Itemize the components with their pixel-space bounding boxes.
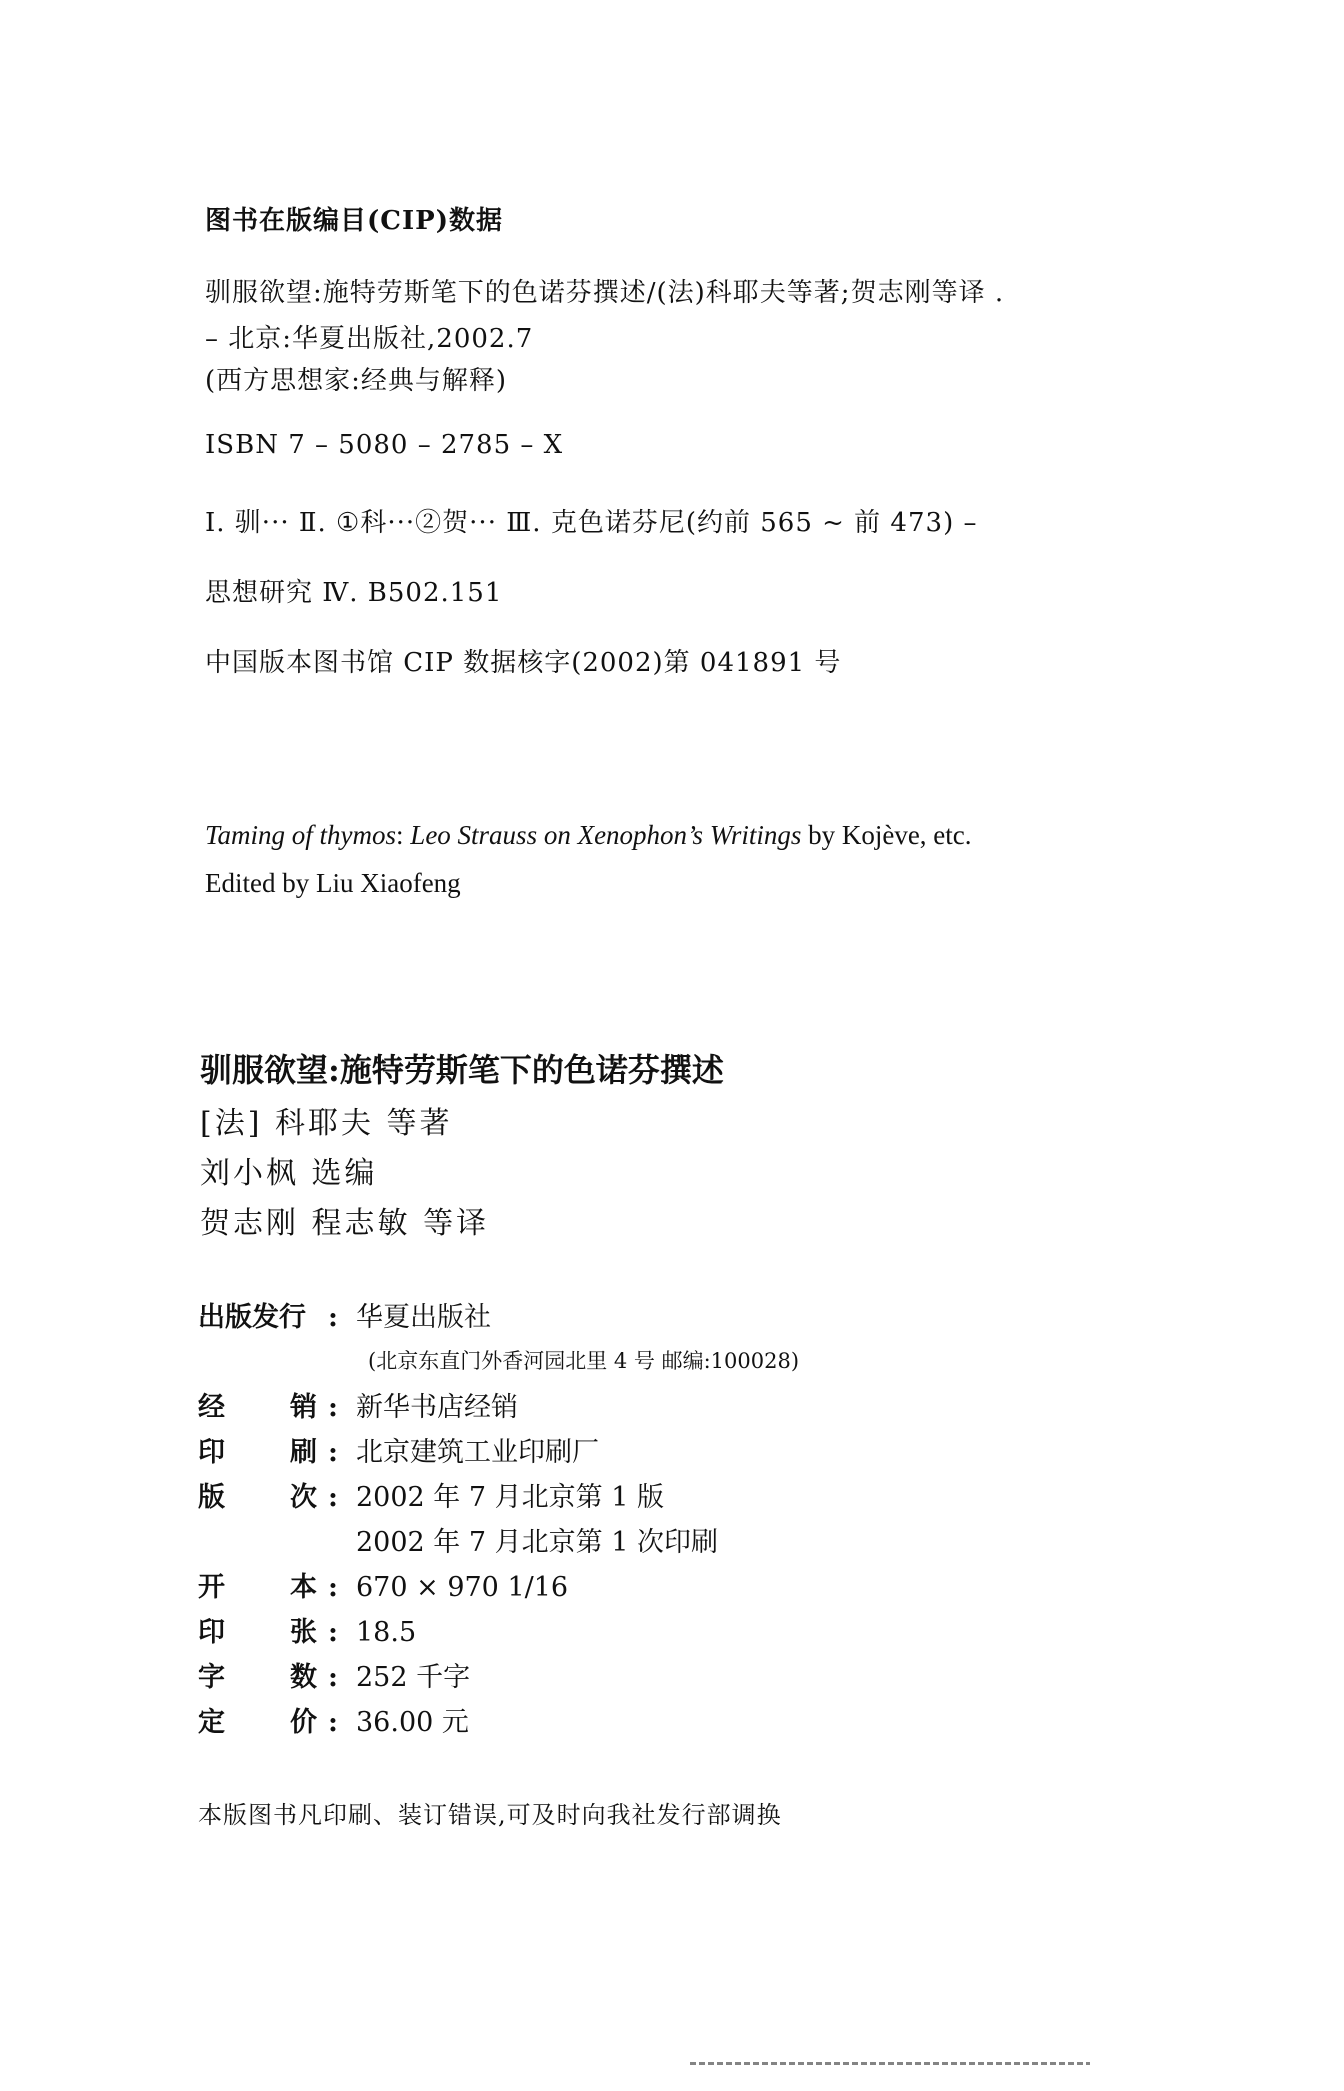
classification-line-2: 思想研究 Ⅳ. B502.151 [205, 578, 503, 608]
pub-colon: : [328, 1437, 338, 1468]
pub-label: 出版发行 [198, 1302, 306, 1333]
pub-value: 2002 年 7 月北京第 1 次印刷 [356, 1527, 718, 1558]
english-title-main: Taming of thymos [205, 820, 397, 850]
scan-artifact [690, 2062, 1090, 2065]
isbn: ISBN 7 – 5080 – 2785 – X [205, 430, 564, 460]
pub-row-edition [198, 1475, 664, 1514]
pub-row-sheets [198, 1610, 416, 1649]
pub-value: 670 × 970 1/16 [356, 1572, 569, 1603]
pub-row-printing [198, 1520, 718, 1559]
pub-value: 36.00 元 [356, 1707, 469, 1738]
pub-value: 新华书店经销 [356, 1392, 518, 1423]
pub-colon: : [328, 1707, 338, 1738]
cip-line-3: (西方思想家:经典与解释) [205, 366, 508, 396]
pub-colon: : [328, 1662, 338, 1693]
pub-colon: : [328, 1482, 338, 1513]
pub-label: 经 销 [198, 1392, 317, 1423]
publisher-address: (北京东直门外香河园北里 4 号 邮编:100028) [368, 1349, 800, 1373]
pub-label: 版 次 [198, 1482, 317, 1513]
pub-colon: : [328, 1617, 338, 1648]
cip-record-number: 中国版本图书馆 CIP 数据核字(2002)第 041891 号 [205, 648, 842, 678]
cip-line-2: – 北京:华夏出版社,2002.7 [205, 324, 534, 354]
pub-value: 252 千字 [356, 1662, 471, 1693]
classification-line-1: Ⅰ. 驯··· Ⅱ. ①科···②贺··· Ⅲ. 克色诺芬尼(约前 565 ~ 前 473) – [205, 508, 978, 538]
pub-row-distributor [198, 1385, 518, 1424]
pub-label: 印 刷 [198, 1437, 317, 1468]
cip-line-1: 驯服欲望:施特劳斯笔下的色诺芬撰述/(法)科耶夫等著;贺志刚等译 . [205, 278, 1005, 308]
english-editor: Edited by Liu Xiaofeng [205, 868, 461, 898]
book-editor: 刘小枫 选编 [200, 1156, 378, 1191]
return-notice: 本版图书凡印刷、装订错误,可及时向我社发行部调换 [198, 1801, 782, 1829]
pub-row-publisher [198, 1295, 491, 1334]
pub-value: 华夏出版社 [356, 1302, 491, 1333]
pub-colon: : [328, 1392, 338, 1423]
pub-label: 印 张 [198, 1617, 317, 1648]
pub-colon: : [328, 1572, 338, 1603]
pub-row-price [198, 1700, 469, 1739]
cip-heading: 图书在版编目(CIP)数据 [205, 206, 504, 236]
english-title [205, 820, 972, 851]
book-title: 驯服欲望:施特劳斯笔下的色诺芬撰述 [200, 1051, 724, 1089]
pub-label: 定 价 [198, 1707, 317, 1738]
book-translators: 贺志刚 程志敏 等译 [200, 1206, 490, 1241]
pub-row-wordcount [198, 1655, 470, 1694]
pub-value: 18.5 [356, 1617, 417, 1648]
pub-value: 2002 年 7 月北京第 1 版 [356, 1482, 664, 1513]
pub-label: 字 数 [198, 1662, 317, 1693]
book-author: [法] 科耶夫 等著 [200, 1106, 453, 1141]
pub-row-printer [198, 1430, 599, 1469]
english-subtitle: Leo Strauss on Xenophon’s Writings [410, 820, 802, 850]
pub-colon: : [328, 1302, 338, 1333]
english-author: by Kojève, etc. [801, 820, 972, 850]
pub-row-format [198, 1565, 568, 1604]
pub-label: 开 本 [198, 1572, 317, 1603]
english-title-sep: : [396, 820, 411, 850]
pub-value: 北京建筑工业印刷厂 [356, 1437, 599, 1468]
